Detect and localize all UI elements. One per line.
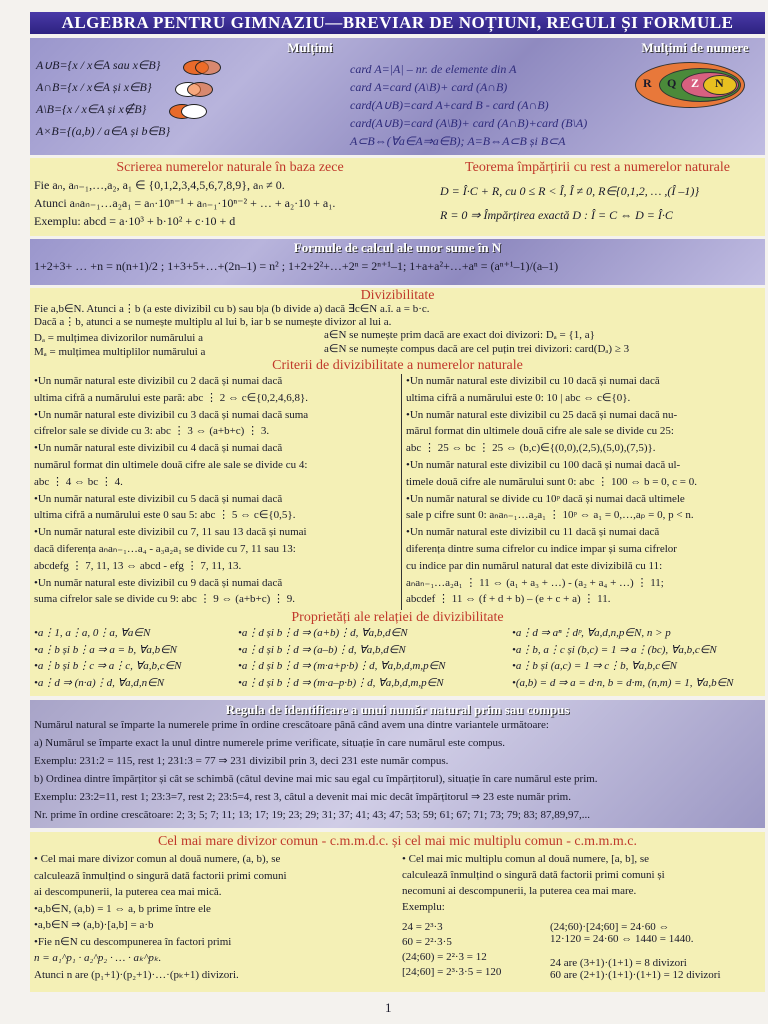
proprietati-heading: Proprietăți ale relației de divizibilitate (291, 610, 504, 625)
criteriu-line: abcdef ⋮ 11 ⇔ (f + d + b) – (e + c + a) ⋮ 11. (406, 593, 611, 606)
example-line: 24 are (3+1)·(1+1) = 8 divizori (550, 957, 687, 969)
criteriu-line: •Un număr natural este divizibil cu 7, 11 sau 13 dacă și numai (34, 526, 307, 539)
example-line: 24 = 2³·3 (402, 921, 443, 933)
proprietate: •a⋮d ⇒ (n·a)⋮d, ∀a,d,n∈N (34, 676, 165, 689)
cmmdc-line: •a,b∈N, (a,b) = 1 ⇔ a, b prime între ele (34, 902, 211, 915)
proprietati-col3 (512, 626, 762, 692)
div-line: Fie a,b∈N. Atunci a⋮b (a este divizibil cu b) sau b|a (b divide a) dacă ∃c∈N a.î. a = b·c. (34, 303, 430, 315)
scriere-body (34, 178, 429, 232)
card-line: card A=|A| – nr. de elemente din A (350, 62, 517, 76)
criteriu-line: mărul format din ultimele două cifre ale sale se divide cu 25: (406, 425, 674, 438)
criterii-left (34, 374, 402, 610)
cmmmc-line: calculează înmulțind o singură dată factorii primi comuni și (402, 869, 665, 881)
proprietate: •a⋮d ⇒ aⁿ⋮dᵖ, ∀a,d,n,p∈N, n > p (512, 627, 671, 639)
proprietate: •a⋮1, a⋮a, 0⋮a, ∀a∈N (34, 627, 151, 639)
cmmdc-heading: Cel mai mare divizor comun - c.m.m.d.c. și cel mai mic multiplu comun - c.m.m.m.c. (158, 834, 637, 849)
page-title: ALGEBRA PENTRU GIMNAZIU—BREVIAR DE NOȚIUNI, REGULI ȘI FORMULE (30, 12, 765, 34)
criteriu-line: cu indice par din numărul natural dat este divizibilă cu 11: (406, 559, 663, 572)
sume-formulas: 1+2+3+ … +n = n(n+1)/2 ; 1+3+5+…+(2n–1) = n² ; 1+2+2²+…+2ⁿ = 2ⁿ⁺¹–1; 1+a+a²+…+aⁿ = (aⁿ⁺¹–1)/(a–1) (34, 259, 559, 273)
cmmdc-line: ai descompunerii, la puterea cea mai mică. (34, 886, 222, 898)
teorema-body (440, 184, 760, 226)
criteriu-line: •Un număr natural se divide cu 10ᵖ dacă și numai dacă ultimele (406, 492, 685, 505)
div-line: Mₐ = mulțimea multiplilor numărului a (34, 346, 206, 358)
multimi-numere-heading: Mulțimi de numere (641, 40, 749, 55)
proprietate: •a⋮d și b⋮d ⇒ (a–b)⋮d, ∀a,b,d∈N (238, 643, 406, 656)
card-line: card(A∪B)=card A+card B - card (A∩B) (350, 98, 549, 112)
venn-icon (175, 81, 213, 96)
example-left (402, 920, 542, 980)
teorema-line: D = Î·C + R, cu 0 ≤ R < Î, Î ≠ 0, R∈{0,1,2, … ,(Î –1)} (440, 184, 700, 198)
cmmmc-right (402, 852, 762, 918)
example-line: [24;60] = 2³·3·5 = 120 (402, 966, 502, 978)
cmmmc-line: Exemplu: (402, 901, 445, 913)
prim-body (34, 718, 762, 826)
prim-line: a) Numărul se împarte exact la unul dintre numerele prime verificate, situație în care numărul este compus. (34, 737, 505, 749)
criteriu-line: •Un număr natural este divizibil cu 9 dacă și numai dacă (34, 576, 283, 589)
multimi-heading: Mulțimi (287, 40, 333, 55)
criteriu-line: •Un număr natural este divizibil cu 11 dacă și numai dacă (406, 526, 660, 539)
criterii-right (406, 374, 762, 610)
prim-heading: Regula de identificare a unui număr natural prim sau compus (225, 702, 570, 717)
scriere-heading: Scrierea numerelor naturale în baza zece (116, 160, 344, 175)
card-line: card(A∪B)=card (A\B)+ card (A∩B)+card (B\A) (350, 116, 588, 130)
example-line: (24;60)·[24;60] = 24·60 ⇔ (550, 921, 670, 933)
prim-line: Numărul natural se împarte la numerele prime în ordine crescătoare până când avem una dintre variantele următoare: (34, 719, 549, 731)
cmmdc-line: •a,b∈N ⇒ (a,b)·[a,b] = a·b (34, 919, 154, 931)
criterii-heading: Criterii de divizibilitate a numerelor naturale (272, 358, 523, 373)
prim-section (30, 700, 765, 828)
card-line: card A=card (A\B)+ card (A∩B) (350, 80, 508, 94)
cmmdc-section (30, 832, 765, 992)
number-sets-diagram (635, 58, 745, 112)
criteriu-line: diferența dintre suma cifrelor cu indice impar și suma cifrelor (406, 542, 677, 555)
proprietate: •a⋮b și (a,c) = 1 ⇒ c⋮b, ∀a,b,c∈N (512, 660, 677, 672)
prim-line: Exemplu: 23:2=11, rest 1; 23:3=7, rest 2; 23:5=4, rest 3, câtul a devenit mai mic decât împărțitorul ⇒ 23 este număr prim. (34, 791, 571, 803)
set-operations (36, 58, 336, 142)
card-line: A⊂B⇔(∀a∈A⇒a∈B); A=B⇔A⊂B și B⊂A (350, 134, 566, 148)
sume-heading: Formule de calcul ale unor sume în N (293, 240, 502, 255)
div-line: Dₐ = mulțimea divizorilor numărului a (34, 332, 203, 344)
prim-line: Exemplu: 231:2 = 115, rest 1; 231:3 = 77 ⇒ 231 divizibil prin 3, deci 231 este număr compus. (34, 755, 449, 767)
set-n-label: N (715, 76, 724, 90)
venn-icon (183, 59, 221, 74)
criteriu-line: sale p cifre sunt 0: aₙaₙ₋₁…a₂a₁ ⋮ 10ᵖ ⇔ a₁ = 0,…,aₚ = 0, p < n. (406, 509, 694, 522)
criteriu-line: abc ⋮ 4 ⇔ bc ⋮ 4. (34, 475, 123, 488)
prim-line: Nr. prime în ordine crescătoare: 2; 3; 5; 7; 11; 13; 17; 19; 23; 29; 31; 37; 41; 43; 47; 53; 59; 61; 67; 71; 73; 79; 83; 87,89,97,... (34, 809, 590, 821)
set-q-label: Q (667, 76, 677, 90)
proprietati-col1 (34, 626, 234, 692)
proprietate: •a⋮d și b⋮d ⇒ (m·a+p·b)⋮d, ∀a,b,d,m,p∈N (238, 660, 446, 672)
criteriu-line: aₙaₙ₋₁…a₂a₁ ⋮ 11 ⇔ (a₁ + a₃ + …) - (a₂ + a₄ + …) ⋮ 11; (406, 576, 664, 589)
proprietati-col2 (238, 626, 508, 692)
divizibilitate-section (30, 288, 765, 696)
cmmdc-line: calculează înmulțind o singură dată factorii primi comuni (34, 869, 287, 882)
criteriu-line: abcdefg ⋮ 7, 11, 13 ⇔ abcd - efg ⋮ 7, 11, 13. (34, 559, 242, 572)
cmmdc-line: Atunci n are (p₁+1)·(p₂+1)·…·(pₖ+1) divizori. (34, 968, 239, 981)
teorema-heading: Teorema împărțirii cu rest a numerelor naturale (465, 160, 730, 175)
proprietate: •(a,b) = d ⇒ a = d·n, b = d·m, (n,m) = 1, ∀a,b∈N (512, 676, 734, 689)
criteriu-line: suma cifrelor sale se divide cu 9: abc ⋮ 9 ⇔ (a+b+c) ⋮ 9. (34, 593, 296, 606)
proprietate: •a⋮b și b⋮c ⇒ a⋮c, ∀a,b,c∈N (34, 660, 182, 672)
card-formulas (350, 62, 650, 152)
criteriu-line: •Un număr natural este divizibil cu 2 dacă și numai dacă (34, 375, 283, 387)
cmmmc-line: • Cel mai mic multiplu comun al două numere, [a, b], se (402, 853, 650, 865)
criteriu-line: abc ⋮ 25 ⇔ bc ⋮ 25 ⇔ (b,c)∈{(0,0),(2,5),(5,0),(7,5)}. (406, 442, 656, 455)
criteriu-line: •Un număr natural este divizibil cu 3 dacă și numai dacă suma (34, 408, 309, 421)
criteriu-line: •Un număr natural este divizibil cu 10 dacă și numai dacă (406, 375, 660, 387)
op-product: A×B={(a,b) / a∈A și b∈B} (36, 124, 171, 138)
cmmmc-line: necomuni ai descompunerii, la puterea cea mai mare. (402, 885, 637, 897)
op-intersection: A∩B={x / x∈A și x∈B} (36, 80, 336, 102)
criteriu-line: numărul format din ultimele două cifre ale sale se divide cu 4: (34, 458, 308, 471)
criteriu-line: •Un număr natural este divizibil cu 4 dacă și numai dacă (34, 442, 283, 455)
cmmdc-line: •Fie n∈N cu descompunerea în factori primi (34, 935, 232, 948)
cmmdc-line: n = a₁^p₁ · a₂^p₂ · … · aₖ^pₖ. (34, 952, 162, 964)
criteriu-line: dacă diferența aₙaₙ₋₁…a₄ - a₃a₂a₁ se divide cu 7, 11 sau 13: (34, 542, 296, 555)
prim-def: a∈N se numește prim dacă are exact doi divizori: Dₐ = {1, a} (324, 329, 595, 341)
set-r-label: R (643, 76, 652, 90)
example-line (550, 944, 762, 956)
proprietate: •a⋮b, a⋮c și (b,c) = 1 ⇒ a⋮(bc), ∀a,b,c∈N (512, 643, 717, 656)
divizibilitate-heading: Divizibilitate (360, 288, 435, 303)
criteriu-line: •Un număr natural este divizibil cu 5 dacă și numai dacă (34, 492, 283, 505)
sume-section (30, 239, 765, 285)
proprietate: •a⋮b și b⋮a ⇒ a = b, ∀a,b∈N (34, 643, 178, 656)
example-line: (24;60) = 2²·3 = 12 (402, 951, 487, 963)
criteriu-line: ultima cifră a numărului este 0 sau 5: abc ⋮ 5 ⇔ c∈{0,5}. (34, 509, 296, 522)
criteriu-line: cifrelor sale se divide cu 3: abc ⋮ 3 ⇔ (a+b+c) ⋮ 3. (34, 425, 270, 438)
scriere-line: Exemplu: abcd = a·10³ + b·10² + c·10 + d (34, 214, 236, 228)
example-right (550, 920, 762, 980)
scriere-line: Atunci aₙaₙ₋₁…a₂a₁ = aₙ·10ⁿ⁻¹ + aₙ₋₁·10ⁿ⁻² + … + a₂·10 + a₁. (34, 196, 336, 210)
criteriu-line: ultima cifră a numărului este pară: abc ⋮ 2 ⇔ c∈{0,2,4,6,8}. (34, 391, 308, 404)
criteriu-line: timele două cifre ale numărului sunt 0: abc ⋮ 100 ⇔ b = 0, c = 0. (406, 475, 698, 488)
example-line: 60 = 2²·3·5 (402, 936, 452, 948)
page-number: 1 (385, 1000, 392, 1015)
example-line: 60 are (2+1)·(1+1)·(1+1) = 12 divizori (550, 969, 721, 981)
div-line: Dacă a⋮b, atunci a se numește multiplu al lui b, iar b se numește divizor al lui a. (34, 316, 392, 328)
prim-line: b) Ordinea dintre împărțitor și cât se schimbă (câtul devine mai mic sau egal cu împărțitorul), situație în care numărul este prim. (34, 773, 598, 785)
set-z-label: Z (691, 76, 700, 90)
proprietate: •a⋮d și b⋮d ⇒ (a+b)⋮d, ∀a,b,d∈N (238, 627, 408, 639)
proprietate: •a⋮d și b⋮d ⇒ (m·a–p·b)⋮d, ∀a,b,d,m,p∈N (238, 676, 444, 689)
criteriu-line: ultima cifră a numărului este 0: 10 | abc ⇔ c∈{0}. (406, 391, 631, 404)
venn-icon (169, 103, 207, 118)
criteriu-line: •Un număr natural este divizibil cu 100 dacă și numai dacă ul- (406, 458, 681, 471)
example-line: 12·120 = 24·60 ⇔ 1440 = 1440. (550, 933, 694, 945)
criteriu-line: •Un număr natural este divizibil cu 25 dacă și numai dacă nu- (406, 408, 678, 421)
cmmdc-line: • Cel mai mare divizor comun al două numere, (a, b), se (34, 853, 281, 865)
cmmdc-left (34, 852, 414, 984)
op-difference: A\B={x / x∈A și x∉B} (36, 102, 336, 124)
op-union: A∪B={x / x∈A sau x∈B} (36, 58, 336, 80)
scriere-line: Fie aₙ, aₙ₋₁,…,a₂, a₁ ∈ {0,1,2,3,4,5,6,7,8,9}, aₙ ≠ 0. (34, 178, 285, 192)
scriere-teorema-section (30, 158, 765, 236)
teorema-line: R = 0 ⇒ Împărțirea exactă D : Î = C ⇔ D = Î·C (440, 208, 673, 222)
compus-def: a∈N se numește compus dacă are cel puțin trei divizori: card(Dₐ) ≥ 3 (324, 343, 630, 355)
divizibilitate-body (34, 302, 759, 356)
